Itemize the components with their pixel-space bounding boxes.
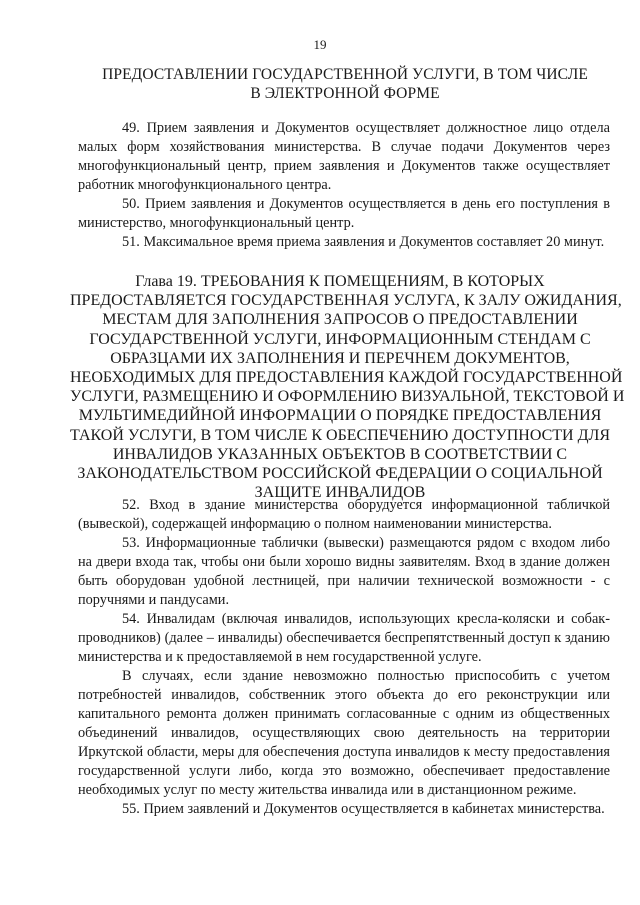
paragraph-54: 54. Инвалидам (включая инвалидов, использующих кресла-коляски и собак-проводников) (далее – инвалиды) обеспечивается беспрепятственный доступ к зданию министерства и к предоставляемой в нем государственной услуге. (78, 611, 610, 665)
paragraph-54-continued: В случаях, если здание невозможно полностью приспособить с учетом потребностей инвалидов, собственник этого объекта до его реконструкции или капитального ремонта должен принимать согласованные с одним из общественных объединений инвалидов, осуществляющих свою деятельность на территории Иркутской области, меры для обеспечения доступа инвалидов к месту предоставления государственной услуги либо, когда это возможно, обеспечивает предоставление необходимых услуг по месту жительства инвалида или в дистанционном режиме. (78, 668, 610, 798)
paragraph-55: 55. Прием заявлений и Документов осуществляется в кабинетах министерства. (122, 801, 605, 817)
chapter-heading (70, 272, 625, 502)
chapter-heading-line: НЕОБХОДИМЫХ ДЛЯ ПРЕДОСТАВЛЕНИЯ КАЖДОЙ ГОСУДАРСТВЕННОЙ (70, 369, 623, 387)
paragraph-51: 51. Максимальное время приема заявления и Документов составляет 20 минут. (122, 234, 605, 250)
chapter-heading-line: ЗАКОНОДАТЕЛЬСТВОМ РОССИЙСКОЙ ФЕДЕРАЦИИ О СОЦИАЛЬНОЙ (77, 465, 603, 483)
chapter-heading-line: ИНВАЛИДОВ УКАЗАННЫХ ОБЪЕКТОВ В СООТВЕТСТВИИ С (112, 445, 568, 463)
paragraph-50: 50. Прием заявления и Документов осуществляется в день его поступления в министерство, многофункциональный центр. (78, 196, 610, 231)
chapter-heading-line: Глава 19. ТРЕБОВАНИЯ К ПОМЕЩЕНИЯМ, В КОТОРЫХ (135, 273, 545, 290)
paragraph-53: 53. Информационные таблички (вывески) размещаются рядом с входом либо на двери входа так, чтобы они были хорошо видны заявителям. Вход в здание должен быть оборудован удобной лестницей, при наличии технической возможности - с поручнями и пандусами. (78, 535, 610, 608)
chapter-heading-line: ТАКОЙ УСЛУГИ, В ТОМ ЧИСЛЕ К ОБЕСПЕЧЕНИЮ ДОСТУПНОСТИ ДЛЯ (70, 426, 611, 444)
chapter-heading-line: ГОСУДАРСТВЕННОЙ УСЛУГИ, ИНФОРМАЦИОННЫМ СТЕНДАМ С (89, 330, 591, 348)
chapter-heading-line: ЗАЩИТЕ ИНВАЛИДОВ (254, 484, 426, 502)
chapter-heading-line: МУЛЬТИМЕДИЙНОЙ ИНФОРМАЦИИ О ПОРЯДКЕ ПРЕДОСТАВЛЕНИЯ (78, 407, 602, 425)
paragraph-49: 49. Прием заявления и Документов осуществляет должностное лицо отдела малых форм хозяйствования министерства. В случае подачи Документов через многофункциональный центр, прием заявления и Документов также осуществляет работник многофункционального центра. (78, 120, 610, 193)
chapter-heading-line: УСЛУГИ, РАЗМЕЩЕНИЮ И ОФОРМЛЕНИЮ ВИЗУАЛЬНОЙ, ТЕКСТОВОЙ И (70, 388, 625, 406)
paragraph-group-a (78, 119, 610, 252)
page-number: 19 (313, 37, 327, 52)
chapter-heading-line: ОБРАЗЦАМИ ИХ ЗАПОЛНЕНИЯ И ПЕРЕЧНЕМ ДОКУМЕНТОВ, (110, 349, 570, 367)
section-heading: ПРЕДОСТАВЛЕНИИ ГОСУДАРСТВЕННОЙ УСЛУГИ, В ТОМ ЧИСЛЕ В ЭЛЕКТРОННОЙ ФОРМЕ (102, 66, 588, 102)
chapter-heading-line: ПРЕДОСТАВЛЯЕТСЯ ГОСУДАРСТВЕННАЯ УСЛУГА, К ЗАЛУ ОЖИДАНИЯ, (70, 292, 622, 310)
paragraph-52: 52. Вход в здание министерства оборудуется информационной табличкой (вывеской), содержащей информацию о полном наименовании министерства. (78, 497, 610, 532)
chapter-heading-line: МЕСТАМ ДЛЯ ЗАПОЛНЕНИЯ ЗАПРОСОВ О ПРЕДОСТАВЛЕНИИ (102, 311, 578, 329)
paragraph-group-b (78, 496, 610, 819)
